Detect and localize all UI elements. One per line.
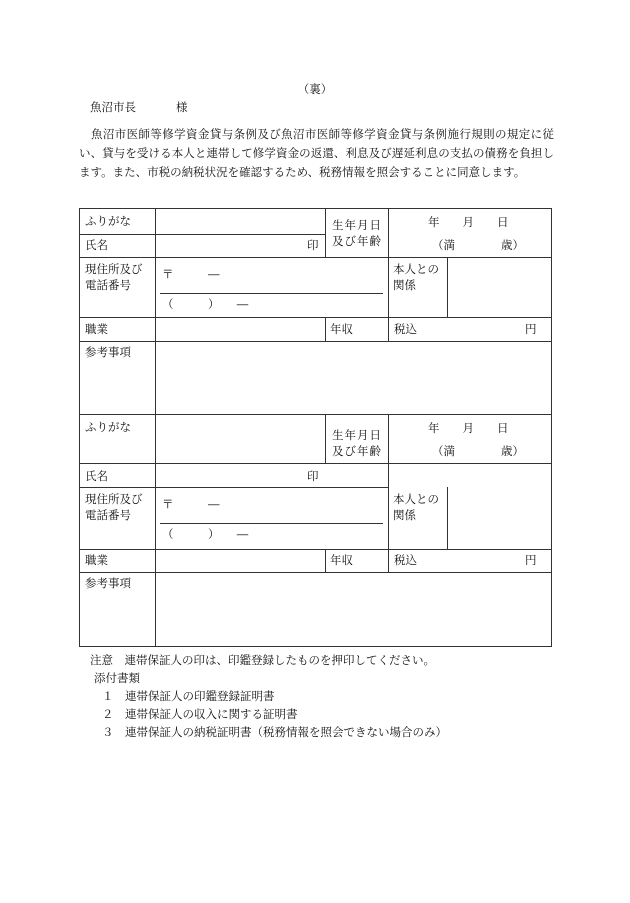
address-label: 現住所及び電話番号 <box>85 262 143 292</box>
relation-field[interactable] <box>450 491 548 545</box>
phone-number[interactable]: （ ） ― <box>162 297 249 311</box>
relation-field[interactable] <box>450 261 548 313</box>
birth-label: 生年月日及び年齢 <box>332 218 382 248</box>
name-field[interactable] <box>160 466 300 485</box>
addressee-honorific: 様 <box>176 100 188 114</box>
income-label: 年収 <box>330 553 353 567</box>
birth-date[interactable]: 年 月 日 <box>428 215 509 229</box>
guarantor-table-2 <box>79 414 552 647</box>
addressee <box>90 99 188 115</box>
caution-note: 注意 連帯保証人の印は、印鑑登録したものを押印してください。 <box>90 653 435 667</box>
address-label: 現住所及び電話番号 <box>85 492 143 522</box>
job-label: 職業 <box>85 553 108 567</box>
birth-date[interactable]: 年 月 日 <box>428 421 509 435</box>
attachment-item: ２ 連帯保証人の収入に関する証明書 <box>102 707 298 721</box>
postal-code[interactable]: 〒 ― <box>162 267 220 281</box>
job-field[interactable] <box>160 551 322 570</box>
age[interactable]: （満 歳） <box>432 444 524 458</box>
phone-number[interactable]: （ ） ― <box>162 527 249 541</box>
furigana-label: ふりがな <box>85 214 131 228</box>
furigana-field[interactable] <box>160 212 320 232</box>
tax-included-label: 税込 <box>394 553 417 567</box>
income-label: 年収 <box>330 322 353 336</box>
age[interactable]: （満 歳） <box>432 238 524 252</box>
remarks-field[interactable] <box>160 575 548 643</box>
name-field[interactable] <box>160 236 300 256</box>
furigana-label: ふりがな <box>85 420 131 434</box>
name-label: 氏名 <box>85 238 108 252</box>
guarantor-table-1 <box>79 208 552 415</box>
relation-label: 本人との関係 <box>393 492 439 522</box>
yen-unit: 円 <box>525 553 537 567</box>
yen-unit: 円 <box>525 322 537 336</box>
remarks-label: 参考事項 <box>85 576 131 590</box>
page-title: （裏） <box>297 82 333 96</box>
furigana-field[interactable] <box>160 418 320 460</box>
job-field[interactable] <box>160 320 322 339</box>
seal-mark: 印 <box>307 469 319 483</box>
name-label: 氏名 <box>85 469 108 483</box>
relation-label: 本人との関係 <box>393 262 439 292</box>
postal-code[interactable]: 〒 ― <box>162 497 220 511</box>
attachment-item: １ 連帯保証人の印鑑登録証明書 <box>102 689 275 703</box>
addressee-name: 魚沼市長 <box>90 100 136 114</box>
tax-included-label: 税込 <box>394 322 417 336</box>
attachments-title: 添付書類 <box>94 671 140 685</box>
job-label: 職業 <box>85 322 108 336</box>
remarks-field[interactable] <box>160 344 548 412</box>
attachment-item: ３ 連帯保証人の納税証明書（税務情報を照会できない場合のみ） <box>102 725 447 739</box>
seal-mark: 印 <box>307 238 319 252</box>
birth-label: 生年月日及び年齢 <box>332 428 382 458</box>
consent-statement: 魚沼市医師等修学資金貸与条例及び魚沼市医師等修学資金貸与条例施行規則の規定に従い、貸与を受ける本人と連帯して修学資金の返還、利息及び遅延利息の支払の債務を負担します。また、市税の納税状況を確認するため、税務情報を照会することに同意します。 <box>79 127 554 179</box>
remarks-label: 参考事項 <box>85 345 131 359</box>
